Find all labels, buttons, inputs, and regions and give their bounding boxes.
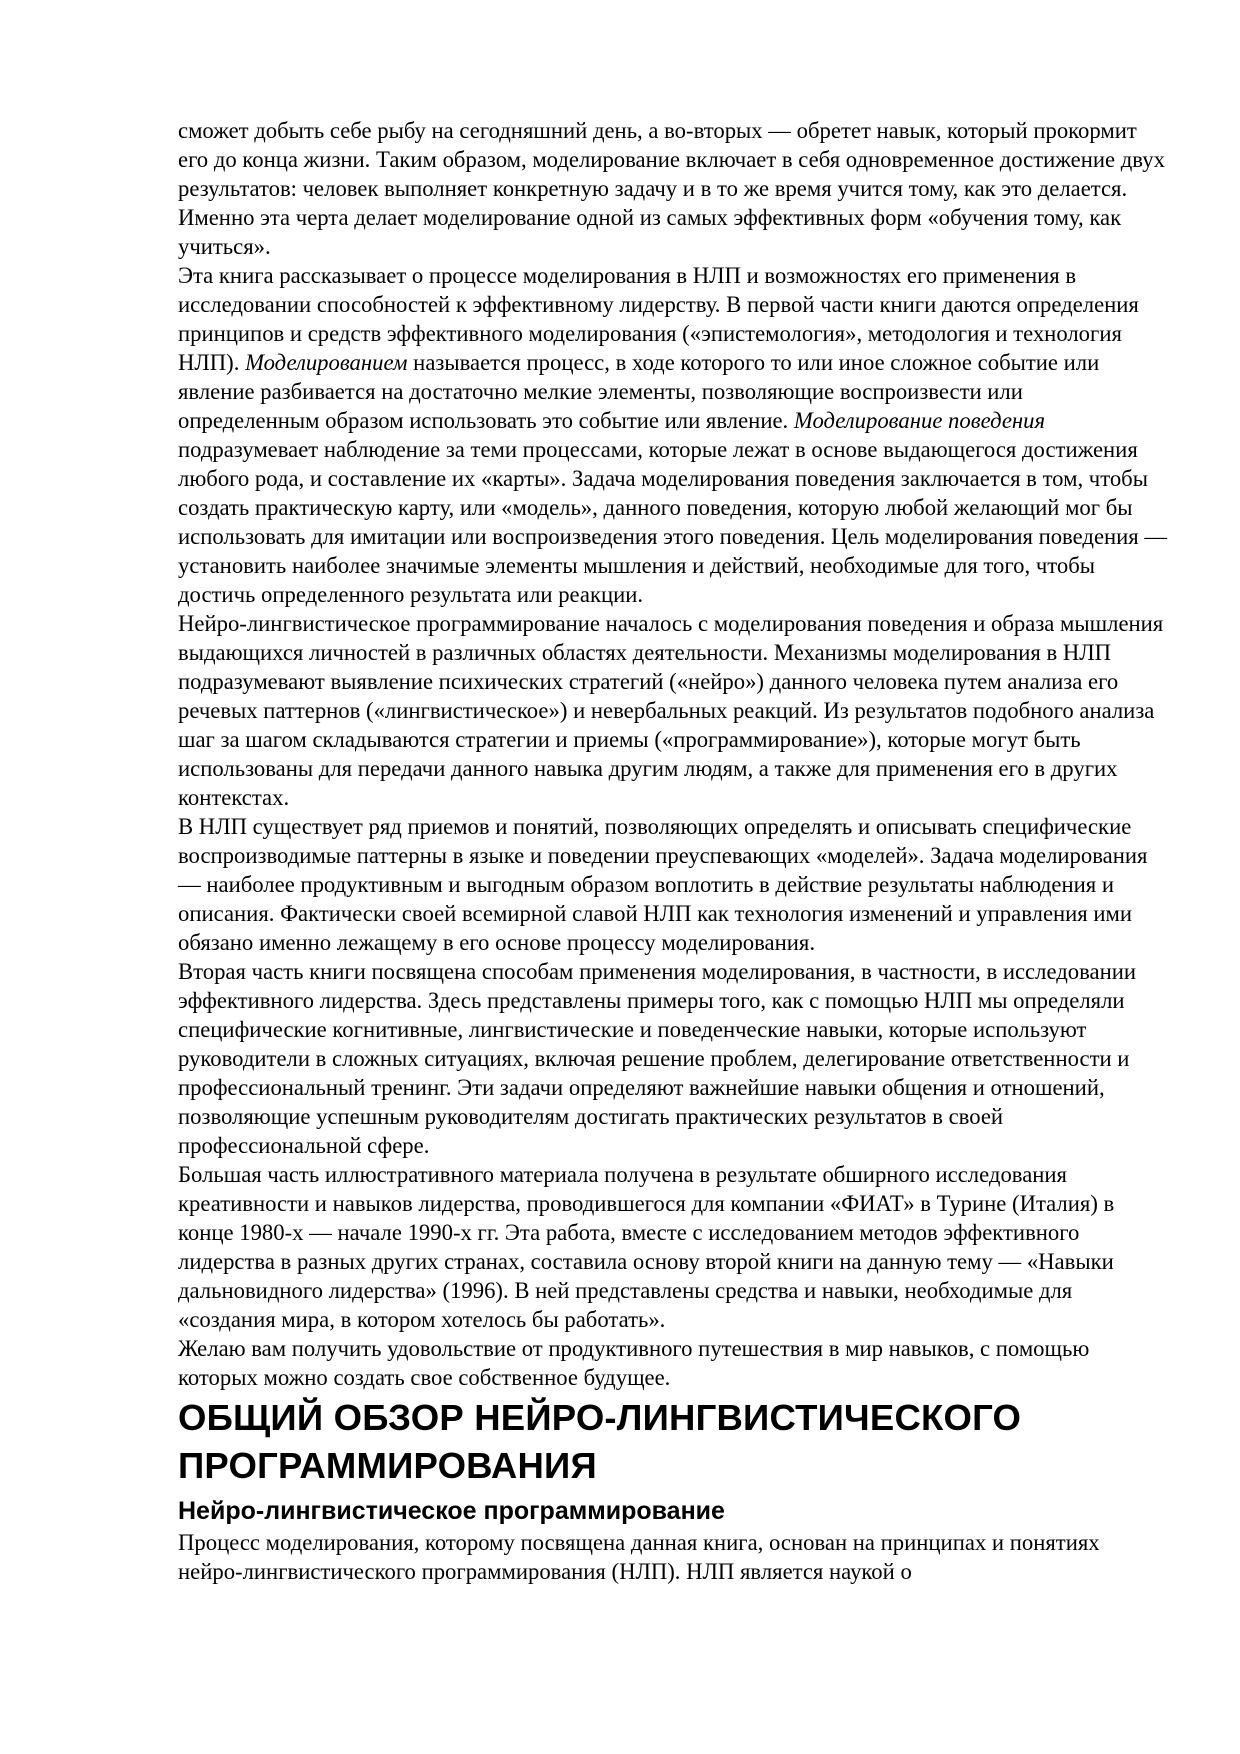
chapter-heading: ОБЩИЙ ОБЗОР НЕЙРО-ЛИНГВИСТИЧЕСКОГО ПРОГРАММИРОВАНИЯ: [178, 1397, 1022, 1486]
paragraph-2-text-1: Эта книга рассказывает о процессе моделирования в НЛП и возможностях его применения в исследовании способностей к эффективному лидерству. В первой части книги даются определения принципов и средств эффективного моделирования («эпистемология», методология и технология НЛП).: [178, 263, 1139, 375]
section-heading: Нейро-лингвистическое программирование: [178, 1497, 725, 1525]
paragraph-7: Желаю вам получить удовольствие от продуктивного путешествия в мир навыков, с помощью которых можно создать свое собственное будущее.: [178, 1336, 1090, 1390]
term-modeling: Моделированием: [245, 350, 408, 375]
paragraph-5: Вторая часть книги посвящена способам применения моделирования, в частности, в исследовании эффективного лидерства. Здесь представлены примеры того, как с помощью НЛП мы определяли специфические когнитивные, лингвистические и поведенческие навыки, которые используют руководители в сложных ситуациях, включая решение проблем, делегирование ответственности и профессиональный тренинг. Эти задачи определяют важнейшие навыки общения и отношений, позволяющие успешным руководителям достигать практических результатов в своей профессиональной сфере.: [178, 959, 1137, 1158]
paragraph-1: сможет добыть себе рыбу на сегодняшний день, а во-вторых — обретет навык, который прокормит его до конца жизни. Таким образом, моделирование включает в себя одновременное достижение двух результатов: человек выполняет конкретную задачу и в то же время учится тому, как это делается. Именно эта черта делает моделирование одной из самых эффективных форм «обучения тому, как учиться».: [178, 118, 1165, 259]
paragraph-2: [178, 261, 1168, 609]
paragraph-8: Процесс моделирования, которому посвящена данная книга, основан на принципах и понятиях нейро-лингвистического программирования (НЛП). НЛП является наукой о: [178, 1530, 1100, 1584]
document-page: [178, 116, 1168, 1586]
paragraph-2-text-2: называется процесс, в ходе которого то или иное сложное событие или явление разбивается на достаточно мелкие элементы, позволяющие воспроизвести или определенным образом использовать это событие или явление.: [178, 350, 1100, 433]
paragraph-2-text-3: подразумевает наблюдение за теми процессами, которые лежат в основе выдающегося достижения любого рода, и составление их «карты». Задача моделирования поведения заключается в том, чтобы создать практическую карту, или «модель», данного поведения, которую любой желающий мог бы использовать для имитации или воспроизведения этого поведения. Цель моделирования поведения — установить наиболее значимые элементы мышления и действий, необходимые для того, чтобы достичь определенного результата или реакции.: [178, 437, 1168, 607]
paragraph-3: Нейро-лингвистическое программирование началось с моделирования поведения и образа мышления выдающихся личностей в различных областях деятельности. Механизмы моделирования в НЛП подразумевают выявление психических стратегий («нейро») данного человека путем анализа его речевых паттернов («лингвистическое») и невербальных реакций. Из результатов подобного анализа шаг за шагом складываются стратегии и приемы («программирование»), которые могут быть использованы для передачи данного навыка другим людям, а также для применения его в других контекстах.: [178, 611, 1164, 810]
paragraph-4: В НЛП существует ряд приемов и понятий, позволяющих определять и описывать специфические воспроизводимые паттерны в языке и поведении преуспевающих «моделей». Задача моделирования — наиболее продуктивным и выгодным образом воплотить в действие результаты наблюдения и описания. Фактически своей всемирной славой НЛП как технология изменений и управления ими обязано именно лежащему в его основе процессу моделирования.: [178, 814, 1148, 955]
term-behavior-modeling: Моделирование поведения: [793, 408, 1046, 433]
paragraph-6: Большая часть иллюстративного материала получена в результате обширного исследования креативности и навыков лидерства, проводившегося для компании «ФИАТ» в Турине (Италия) в конце 1980-х — начале 1990-х гг. Эта работа, вместе с исследованием методов эффективного лидерства в разных других странах, составила основу второй книги на данную тему — «Навыки дальновидного лидерства» (1996). В ней представлены средства и навыки, необходимые для «создания мира, в котором хотелось бы работать».: [178, 1162, 1115, 1332]
